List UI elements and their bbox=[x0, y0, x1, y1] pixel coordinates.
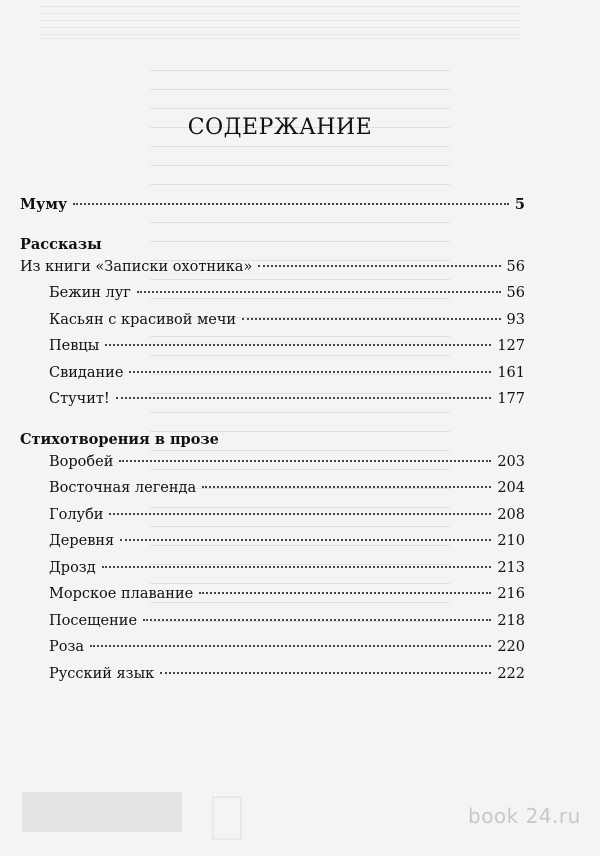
toc-entry-label: Морское плавание bbox=[49, 586, 194, 602]
leader-dots bbox=[116, 397, 492, 399]
toc-entry-page: 222 bbox=[497, 665, 525, 682]
toc-entry-label: Касьян с красивой мечи bbox=[49, 311, 237, 328]
toc-entry-label: Русский язык bbox=[49, 665, 155, 682]
leader-dots bbox=[119, 460, 491, 462]
toc-entry-page: 203 bbox=[497, 453, 525, 470]
leader-dots bbox=[105, 344, 491, 346]
leader-dots bbox=[202, 486, 491, 488]
toc-entry-label: Восточная легенда bbox=[49, 480, 197, 496]
toc-entry-kasyan[interactable] bbox=[20, 312, 525, 339]
toc-entry-label: Воробей bbox=[49, 453, 114, 470]
bleed-through-top bbox=[40, 0, 520, 39]
table-of-contents bbox=[20, 196, 525, 692]
toc-entry-label: Голуби bbox=[49, 506, 104, 523]
toc-entry-page: 127 bbox=[497, 338, 525, 354]
toc-entry-page: 177 bbox=[497, 391, 525, 407]
toc-entry-label: Посещение bbox=[49, 612, 138, 629]
toc-entry-label: Из книги «Записки охотника» bbox=[20, 258, 253, 275]
toc-entry-page: 210 bbox=[497, 533, 525, 549]
leader-dots bbox=[160, 672, 491, 674]
toc-entry-vorobey[interactable] bbox=[20, 454, 525, 481]
toc-entry-pevtsy[interactable] bbox=[20, 338, 525, 365]
toc-entry-russkiy[interactable] bbox=[20, 666, 525, 693]
leader-dots bbox=[137, 291, 501, 293]
toc-entry-page: 204 bbox=[497, 480, 525, 496]
leader-dots bbox=[242, 318, 500, 320]
leader-dots bbox=[129, 371, 491, 373]
bleed-through-logo bbox=[212, 796, 242, 840]
toc-entry-label: Стучит! bbox=[49, 391, 110, 407]
watermark-text: book 24.ru bbox=[468, 804, 581, 828]
toc-entry-stuchit[interactable] bbox=[20, 391, 525, 418]
toc-entry-page: 208 bbox=[497, 506, 525, 523]
toc-entry-label: Деревня bbox=[49, 533, 115, 549]
toc-entry-morskoe[interactable] bbox=[20, 586, 525, 613]
toc-entry-label: Свидание bbox=[49, 364, 124, 381]
toc-entry-label: Бежин луг bbox=[49, 285, 131, 301]
toc-entry-page: 161 bbox=[497, 364, 525, 381]
section-heading-poems: Стихотворения в прозе bbox=[20, 430, 219, 448]
toc-entry-page: 220 bbox=[497, 639, 525, 655]
toc-entry-svidanie[interactable] bbox=[20, 365, 525, 392]
toc-entry-zapiski[interactable] bbox=[20, 259, 525, 286]
leader-dots bbox=[143, 619, 491, 621]
toc-entry-derevnya[interactable] bbox=[20, 533, 525, 560]
leader-dots bbox=[109, 513, 491, 515]
toc-entry-label: Певцы bbox=[49, 338, 100, 354]
toc-entry-page: 56 bbox=[506, 285, 525, 301]
toc-entry-drozd[interactable] bbox=[20, 560, 525, 587]
toc-entry-vostochnaya[interactable] bbox=[20, 480, 525, 507]
toc-entry-poseshchenie[interactable] bbox=[20, 613, 525, 640]
toc-entry-label: Дрозд bbox=[49, 559, 96, 576]
toc-entry-page: 5 bbox=[514, 196, 525, 213]
page-title: СОДЕРЖАНИЕ bbox=[187, 114, 373, 140]
toc-entry-golubi[interactable] bbox=[20, 507, 525, 534]
leader-dots bbox=[73, 203, 509, 205]
toc-entry-mumu[interactable] bbox=[20, 196, 525, 223]
leader-dots bbox=[258, 265, 500, 267]
toc-entry-label: Роза bbox=[49, 639, 85, 655]
toc-entry-bezhin[interactable] bbox=[20, 285, 525, 312]
toc-entry-page: 216 bbox=[497, 586, 525, 602]
leader-dots bbox=[90, 645, 491, 647]
bleed-through-footer-block bbox=[22, 792, 182, 832]
toc-entry-page: 218 bbox=[497, 612, 525, 629]
toc-entry-page: 213 bbox=[497, 559, 525, 576]
leader-dots bbox=[199, 592, 491, 594]
toc-entry-page: 56 bbox=[506, 258, 525, 275]
toc-entry-page: 93 bbox=[506, 311, 525, 328]
section-heading-stories: Рассказы bbox=[20, 235, 102, 253]
leader-dots bbox=[120, 539, 491, 541]
toc-entry-label: Муму bbox=[20, 196, 68, 213]
leader-dots bbox=[102, 566, 492, 568]
toc-entry-roza[interactable] bbox=[20, 639, 525, 666]
